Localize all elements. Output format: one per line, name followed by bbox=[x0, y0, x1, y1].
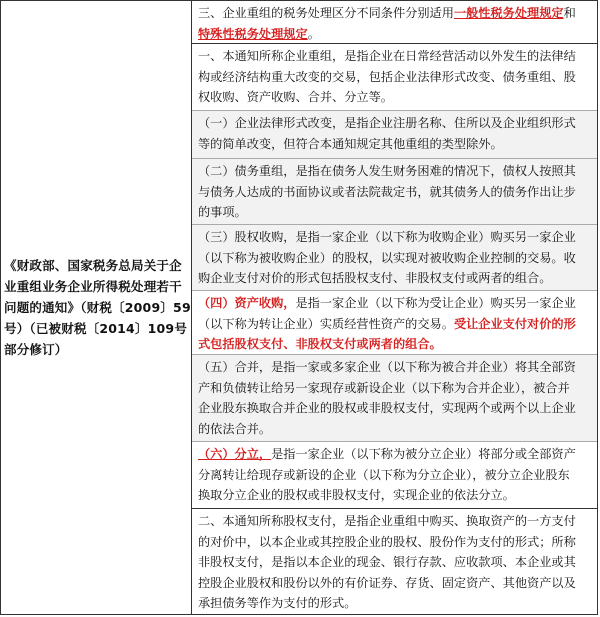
text-line: 非股权支付，是指以本企业的现金、银行存款、应收款项、本企业或其 bbox=[198, 555, 576, 569]
text: 是指一家企业（以下称为被分立企业）将部分或全部资产 bbox=[271, 447, 576, 461]
text: （以下称为转让企业）实质经营性资产的交易。 bbox=[198, 316, 454, 331]
text-line: （以下称为被收购企业）的股权，以实现对被收购企业控制的交易。收 bbox=[198, 250, 576, 265]
text-line: 一、本通知所称企业重组，是指企业在日常经营活动以外发生的法律结 bbox=[198, 49, 576, 63]
source-line: 部分修订） bbox=[4, 342, 68, 357]
source-line: 号）（已被财税〔2014〕109号 bbox=[4, 321, 188, 336]
text-line: 构或经济结构重大改变的交易，包括企业法律形式改变、债务重组、股 bbox=[198, 69, 576, 84]
text-line: 企业股东换取合并企业的股权或非股权支付，实现两个或两个以上企业 bbox=[198, 401, 576, 415]
text-line: 分离转让给现存或新设的企业（以下称为分立企业），被分立企业股东 bbox=[198, 467, 570, 482]
text: 。 bbox=[307, 26, 320, 41]
payment-form-highlight: 式包括股权支付、非股权支付或两者的组合。 bbox=[198, 337, 442, 351]
payment-form-highlight: 受让企业支付对价的形 bbox=[453, 316, 576, 331]
text-line: 的事项。 bbox=[198, 205, 247, 219]
source-line: 业重组业务企业所得税处理若干 bbox=[4, 279, 182, 294]
paragraph-merger bbox=[192, 354, 597, 441]
text-line: 承担债务等作为支付的形式。 bbox=[198, 596, 357, 610]
text-line: 的依法合并。 bbox=[198, 421, 272, 436]
text: 三、企业重组的税务处理区分不同条件分别适用 bbox=[198, 6, 454, 20]
source-title bbox=[1, 255, 194, 360]
text-line: 购企业支付对价的形式包括股权支付、非股权支付或两者的组合。 bbox=[198, 271, 552, 285]
text-line: 权收购、资产收购、合并、分立等。 bbox=[198, 90, 393, 104]
content-column bbox=[192, 1, 597, 614]
text-line: （二）债务重组，是指在债务人发生财务困难的情况下，债权人按照其 bbox=[198, 164, 576, 178]
text-line: （三）股权收购，是指一家企业（以下称为收购企业）购买另一家企业 bbox=[198, 230, 576, 244]
paragraph-debt-restructuring bbox=[192, 158, 597, 224]
text-line: 控股企业股权和股份以外的有价证券、存货、固定资产、其他资产以及 bbox=[198, 575, 576, 590]
text-line: 换取分立企业的股权或非股权支付，实现企业的依法分立。 bbox=[198, 488, 515, 502]
text-line: （五）合并，是指一家或多家企业（以下称为被合并企业）将其全部资 bbox=[198, 360, 576, 374]
paragraph-legal-form bbox=[192, 110, 597, 158]
general-treatment-highlight: 一般性税务处理规定 bbox=[453, 6, 564, 20]
paragraph-definition bbox=[192, 43, 597, 110]
text-line: （一）企业法律形式改变，是指企业注册名称、住所以及企业组织形式 bbox=[198, 116, 576, 130]
source-line: 《财政部、国家税务总局关于企 bbox=[4, 258, 182, 273]
text-line: 产和负债转让给另一家现存或新设企业（以下称为合并企业），被合并 bbox=[198, 380, 570, 395]
paragraph-division bbox=[192, 441, 597, 508]
text: 是指一家企业（以下称为受让企业）购买另一家企业 bbox=[295, 296, 576, 310]
text-line: 等的简单改变，但符合本通知规定其他重组的类型除外。 bbox=[198, 136, 503, 151]
paragraph-equity-payment bbox=[192, 508, 597, 614]
division-heading: （六）分立， bbox=[198, 447, 272, 461]
special-treatment-highlight: 特殊性税务处理规定 bbox=[198, 26, 308, 41]
text-line: 与债务人达成的书面协议或者法院裁定书，就其债务人的债务作出让步 bbox=[198, 184, 576, 199]
paragraph-asset-acquisition bbox=[192, 290, 597, 354]
text-line: 的对价中，以本企业或其控股企业的股权、股份作为支付的形式；所称 bbox=[198, 534, 576, 549]
text: 和 bbox=[563, 6, 576, 20]
text-line: 二、本通知所称股权支付，是指企业重组中购买、换取资产的一方支付 bbox=[198, 514, 576, 528]
paragraph-equity-acquisition bbox=[192, 224, 597, 290]
paragraph-tax-treatment bbox=[192, 1, 597, 43]
source-line: 问题的通知》（财税〔2009〕59 bbox=[4, 300, 191, 315]
source-cell bbox=[1, 1, 192, 614]
asset-acquisition-heading: （四）资产收购， bbox=[198, 296, 296, 310]
